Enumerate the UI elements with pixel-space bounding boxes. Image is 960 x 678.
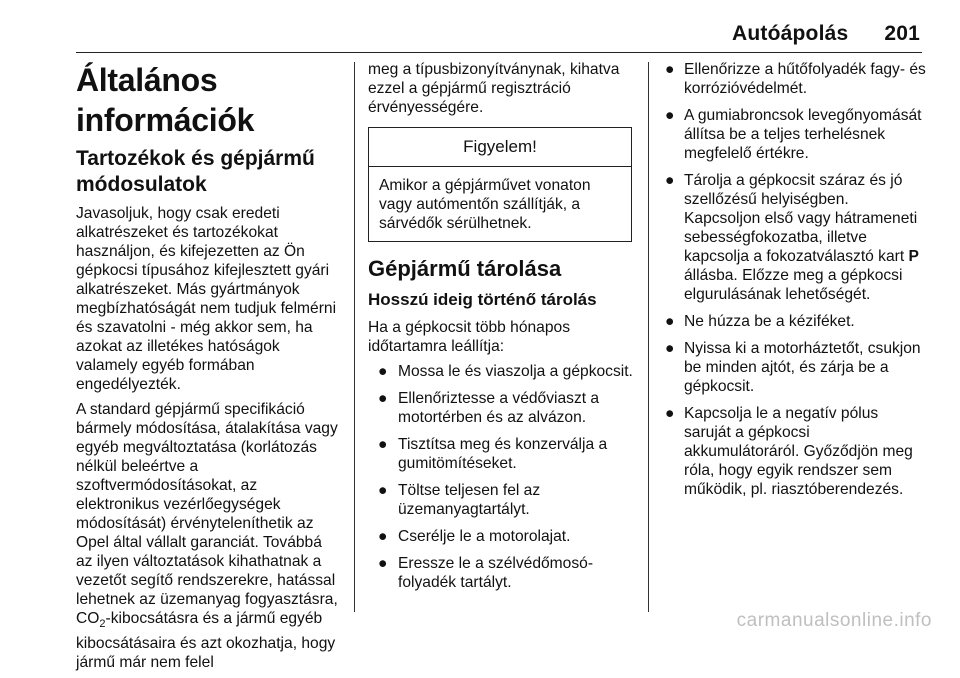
notice-body: Amikor a gépjárművet vonaton vagy autómentőn szállítják, a sárvédők sérülhetnek. xyxy=(379,177,591,232)
notice-title: Figyelem! xyxy=(369,128,631,167)
storage-intro: Ha a gépkocsit több hónapos időtartamra leállítja: xyxy=(368,319,570,355)
column-middle xyxy=(368,60,634,600)
column-left xyxy=(76,60,342,678)
page-title: Általános információk xyxy=(76,62,255,138)
list-item: ● Tisztítsa meg és konzerválja a gumitömítéseket. xyxy=(378,436,608,472)
storage-list-continued xyxy=(662,60,928,499)
column-divider-1 xyxy=(354,62,355,612)
list-item: ● Cserélje le a motorolajat. xyxy=(378,528,571,545)
storage-list xyxy=(368,362,634,592)
header-divider xyxy=(76,52,922,53)
column-right xyxy=(662,60,928,507)
list-item: ● Töltse teljesen fel az üzemanyagtartályt. xyxy=(378,482,541,518)
paragraph-1: Javasoljuk, hogy csak eredeti alkatrészeket és tartozékokat használjon, és kifejezetten az Ön gépkocsi típusához kifejlesztett gyári alkatrészeket. Más gyártmányok megbízhatóságát nem tudjuk felmérni és szavatolni - még akkor sem, ha azokat az illetékes hatóságok valamely egyéb formában engedélyezték. xyxy=(76,205,337,393)
list-item: ● Mossa le és viaszolja a gépkocsit. xyxy=(378,363,633,380)
storage-heading: Gépjármű tárolása xyxy=(368,256,562,281)
section-title: Autóápolás xyxy=(732,22,849,45)
list-item: ● Ellenőrizze a hűtőfolyadék fagy- és korrózióvédelmét. xyxy=(665,61,926,97)
long-term-storage-heading: Hosszú ideig történő tárolás xyxy=(368,290,597,309)
list-item: ● Tárolja a gépkocsit száraz és jó szellőzésű helyiségben. Kapcsoljon első vagy hátrameneti sebességfokozatba, illetve kapcsolja a fokozatválasztó kart P állásba. Előzze meg a gépkocsi elgurulásának lehetőségét. xyxy=(665,172,919,303)
notice-box xyxy=(368,127,632,242)
watermark: carmanualsonline.info xyxy=(736,610,932,631)
list-item: ● Kapcsolja le a negatív pólus saruját a gépkocsi akkumulátoráról. Győződjön meg róla, hogy egyik rendszer sem működik, pl. riasztóberendezés. xyxy=(665,405,913,498)
paragraph-continued: meg a típusbizonyítványnak, kihatva ezzel a gépjármű regisztráció érvényességére. xyxy=(368,61,620,116)
section-heading: Tartozékok és gépjármű módosulatok xyxy=(76,147,315,196)
page-number: 201 xyxy=(884,22,920,45)
list-item: ● Eressze le a szélvédőmosó-folyadék tartályt. xyxy=(378,555,594,591)
page-header xyxy=(732,22,920,46)
list-item: ● Ellenőriztesse a védőviaszt a motortérben és az alvázon. xyxy=(378,390,600,426)
column-divider-2 xyxy=(648,62,649,612)
list-item: ● A gumiabroncsok levegőnyomását állítsa be a teljes terhelésnek megfelelő értékre. xyxy=(665,107,922,162)
list-item: ● Nyissa ki a motorháztetőt, csukjon be minden ajtót, és zárja be a gépkocsit. xyxy=(665,340,921,395)
list-item: ● Ne húzza be a kéziféket. xyxy=(665,313,855,330)
paragraph-2: A standard gépjármű specifikáció bármely módosítása, átalakítása vagy egyéb megváltoztatása (korlátozás nélkül beleértve a szoftvermódosításokat, az elektronikus vezérlőegységek módosítását) érvényteleníthetik az Opel által vállalt garanciát. Továbbá az ilyen változtatások kihathatnak a vezetőt segítő rendszerekre, hatással lehetnek az üzemanyag fogyasztásra, $CO_2$-kibocsátásra és a jármű egyéb kibocsátásaira és azt okozhatja, hogy jármű már nem felel xyxy=(76,401,338,672)
